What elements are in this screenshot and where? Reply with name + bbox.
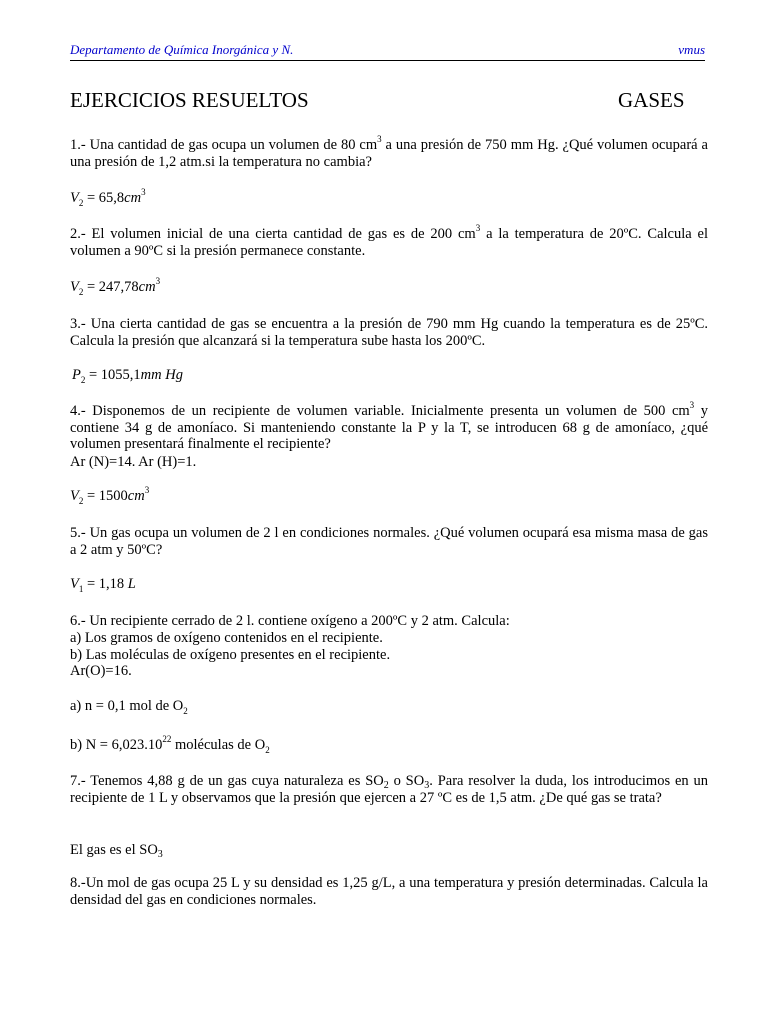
page-header <box>70 42 705 61</box>
exercise-6: 6.- Un recipiente cerrado de 2 l. contiene oxígeno a 200ºC y 2 atm. Calcula: <box>70 613 510 629</box>
exercise-1: 1.- Una cantidad de gas ocupa un volumen de 80 $cm^3$ a una presión de 750 mm Hg. ¿Qué volumen ocupará a una presión de 1,2 atm.si la temperatura no cambia? <box>70 134 708 170</box>
answer-2: $V_2 = 247,78cm^3$ <box>70 276 161 297</box>
answer-6a: a) n = 0,1 mol de $O_2$ <box>70 698 188 716</box>
page-title: EJERCICIOS RESUELTOS <box>70 88 309 112</box>
author-initials: vmus <box>678 42 705 57</box>
exercise-3: 3.- Una cierta cantidad de gas se encuentra a la presión de 790 mm Hg cuando la temperatura es de 25ºC. Calcula la presión que alcanzará si la temperatura sube hasta los 200ºC. <box>70 316 708 349</box>
exercise-4-atomic-masses: Ar (N)=14. Ar (H)=1. <box>70 454 197 470</box>
topic-title: GASES <box>618 88 685 112</box>
department-name: Departamento de Química Inorgánica y N. <box>70 42 294 57</box>
answer-3: $P_2 = 1055,1mm$ Hg <box>72 367 183 385</box>
answer-4: $V_2 = 1500cm^3$ <box>70 485 150 506</box>
exercise-7: 7.- Tenemos 4,88 g de un gas cuya naturaleza es $SO_2$ o $SO_3$. Para resolver la duda, los introducimos en un recipiente de 1 L y observamos que la presión que ejercen a 27 ºC es de 1,5 atm. ¿De qué gas se trata? <box>70 773 708 806</box>
answer-6b: b) $N = 6,023.10^{22}$ moléculas de $O_2$ <box>70 734 270 755</box>
answer-7: El gas es el $SO_3$ <box>70 842 163 860</box>
exercise-6-part-b: b) Las moléculas de oxígeno presentes en el recipiente. <box>70 647 391 663</box>
exercise-8: 8.-Un mol de gas ocupa 25 L y su densidad es 1,25 g/L, a una temperatura y presión determinadas. Calcula la densidad del gas en condiciones normales. <box>70 875 708 908</box>
answer-1: $V_2 = 65,8cm^3$ <box>70 187 146 208</box>
exercise-5: 5.- Un gas ocupa un volumen de 2 l en condiciones normales. ¿Qué volumen ocupará esa misma masa de gas a 2 atm y 50ºC? <box>70 525 708 558</box>
answer-5: $V_1 = 1,18$ L <box>70 576 136 594</box>
exercise-2: 2.- El volumen inicial de una cierta cantidad de gas es de 200 $cm^3$ a la temperatura de 20ºC. Calcula el volumen a 90ºC si la presión permanece constante. <box>70 223 708 259</box>
exercise-6-atomic-mass: Ar(O)=16. <box>70 663 132 679</box>
exercise-6-part-a: a) Los gramos de oxígeno contenidos en el recipiente. <box>70 630 383 646</box>
exercise-4: 4.- Disponemos de un recipiente de volumen variable. Inicialmente presenta un volumen de 500 $cm^3$ y contiene 34 g de amoníaco. Si manteniendo constante la P y la T, se introducen 68 g de amoníaco, ¿qué volumen presentará finalmente el recipiente? <box>70 400 708 452</box>
